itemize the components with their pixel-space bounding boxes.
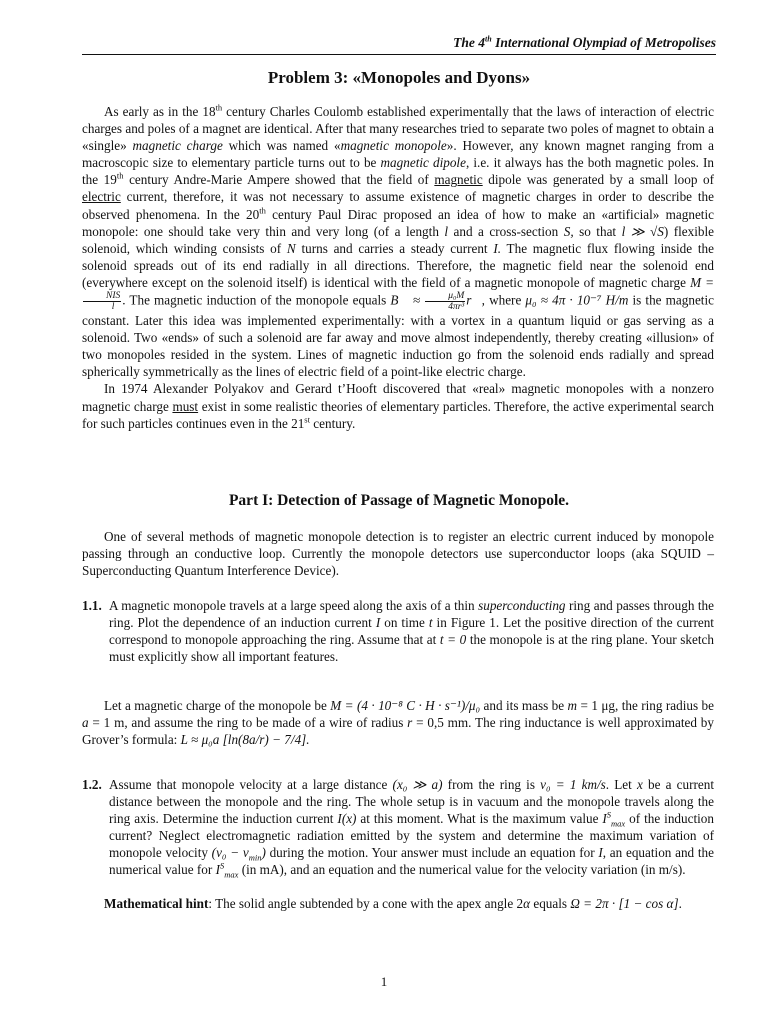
monopole-charge: M = (4 · 10⁻⁸ C · H · s⁻¹)/μ₀: [330, 698, 481, 713]
page-number: 1: [380, 974, 388, 989]
induction-fraction: $\frac{\text{μ₀M}}{\text{4πr³}}$: [425, 291, 465, 312]
intro-section: [82, 103, 714, 432]
charge-fraction: $\frac{\text{NIS}}{l}$: [83, 291, 121, 312]
header-sup: th: [485, 34, 492, 44]
hint-label: Mathematical hint: [104, 896, 209, 911]
question-number: 1.2.: [82, 777, 102, 792]
question-1-2: [82, 776, 714, 879]
part1-intro: One of several methods of magnetic monopole detection is to register an electric current induced by monopole passing through an conductive loop. Currently the monopole detectors use superconductor loops (aka SQUID – Superconducting Quantum Interference Device).: [82, 529, 714, 579]
question-1-1: [82, 597, 714, 665]
header-text-suffix: International Olympiad of Metropolises: [491, 35, 716, 50]
grover-formula: L ≈ μ₀a [ln(8a/r) − 7/4].: [180, 732, 310, 748]
header-text: The 4: [453, 35, 486, 50]
question-number: 1.1.: [82, 598, 102, 613]
problem-title: Problem 3: «Monopoles and Dyons»: [267, 68, 531, 87]
math-hint: Mathematical hint: The solid angle subtended by a cone with the apex angle 2α equals Ω = 2π · [1 − cos α].: [104, 896, 682, 911]
part1-title: Part I: Detection of Passage of Magnetic Monopole.: [228, 492, 570, 509]
solid-angle-formula: Ω = 2π · [1 − cos α]: [570, 896, 679, 911]
intro-paragraph-1: As early as in the 18th century Charles Coulomb established experimentally that the laws of interaction of electric charges and poles of a magnet are identical. After that many researches tried to separate two poles of magnet to obtain a «single» magnetic charge which was named «magnetic monopole». However, any known magnet ranging from a macroscopic size to elementary particle turns out to be magnetic dipole, i.e. it always has the both magnetic poles. In the 19th century Andre-Marie Ampere showed that the field of magnetic dipole was generated by a small loop of electric current, therefore, it was not necessary to assume existence of magnetic charges in order to describe the observed phenomena. In the 20th century Paul Dirac proposed an idea of how to make an «artificial» magnetic monopole: one should take very thin and very long (of a length l and a cross-section S, so that l ≫ √S) flexible solenoid, which winding consists of N turns and carries a steady current I. The magnetic flux flowing inside the solenoid spreads out of its end radially in all directions. Therefore, the magnetic field near the solenoid end (everywhere except on the solenoid itself) is identical with the field of a magnetic monopole of magnetic charge M = $\frac{\text{NIS}}{l}$ . The magnetic induction of the monopole equals B⃗ ≈ $\frac{\text{μ₀M}}{\text{4πr³}}$ r⃗, where μ₀ ≈ 4π · 10⁻⁷ H/m is the magnetic constant. Later this idea was implemented experimentally: with a vortex in a quantum liquid or gas serving as a solenoid. Two «ends» of such a solenoid are far away and move almost independently, thereby creating «illusion» of two monopoles resided in the system. Lines of magnetic induction go from the solenoid ends radially and spread spherically symmetrically as the lines of electric field of a point-like electric charge.: [82, 102, 714, 380]
question-text: A magnetic monopole travels at a large speed along the axis of a thin superconducting ring and passes through the ring. Plot the dependence of an induction current I on time t in Figure 1. Let the positive direction of the current correspond to monopole approaching the ring. Assume that at t = 0 the monopole is at the ring plane. Your sketch must explicitly show all important features.: [109, 598, 714, 665]
magnetic-constant: μ₀ ≈ 4π · 10⁻⁷ H/m: [525, 292, 629, 308]
solenoid-condition: l ≫ √S: [621, 223, 664, 239]
question-text: Assume that monopole velocity at a large distance (x₀ ≫ a) from the ring is v₀ = 1 km/s. Let x be a current distance between the monopole and the ring. The whole setup is in vacuum and the monopole travels along the ring axis. Determine the induction current I(x) at this moment. What is the maximum value $I^S_{max}$ of the induction current? Neglect electromagnetic radiation emitted by the system and determine the maximum variation of monopole velocity $(v_0 - v_{min})$ during the motion. Your answer must include an equation for I, an equation and the numerical value for $I^S_{max}$ (in mA), and an equation and the numerical value for the velocity variation (in m/s).: [109, 777, 715, 881]
intro-paragraph-2: In 1974 Alexander Polyakov and Gerard t’Hooft discovered that «real» magnetic monopoles with a nonzero magnetic charge must exist in some realistic theories of elementary particles. Therefore, the active experimental search for such particles continues even in the 21st century.: [82, 381, 715, 431]
given-values: Let a magnetic charge of the monopole be M = (4 · 10⁻⁸ C · H · s⁻¹)/μ₀ and its mass be m = 1 μg, the ring radius be a = 1 m, and assume the ring to be made of a wire of radius r = 0,5 mm. The ring inductance is well approximated by Grover’s formula: L ≈ μ₀a [ln(8a/r) − 7/4].: [82, 698, 714, 748]
running-header: [82, 35, 716, 55]
